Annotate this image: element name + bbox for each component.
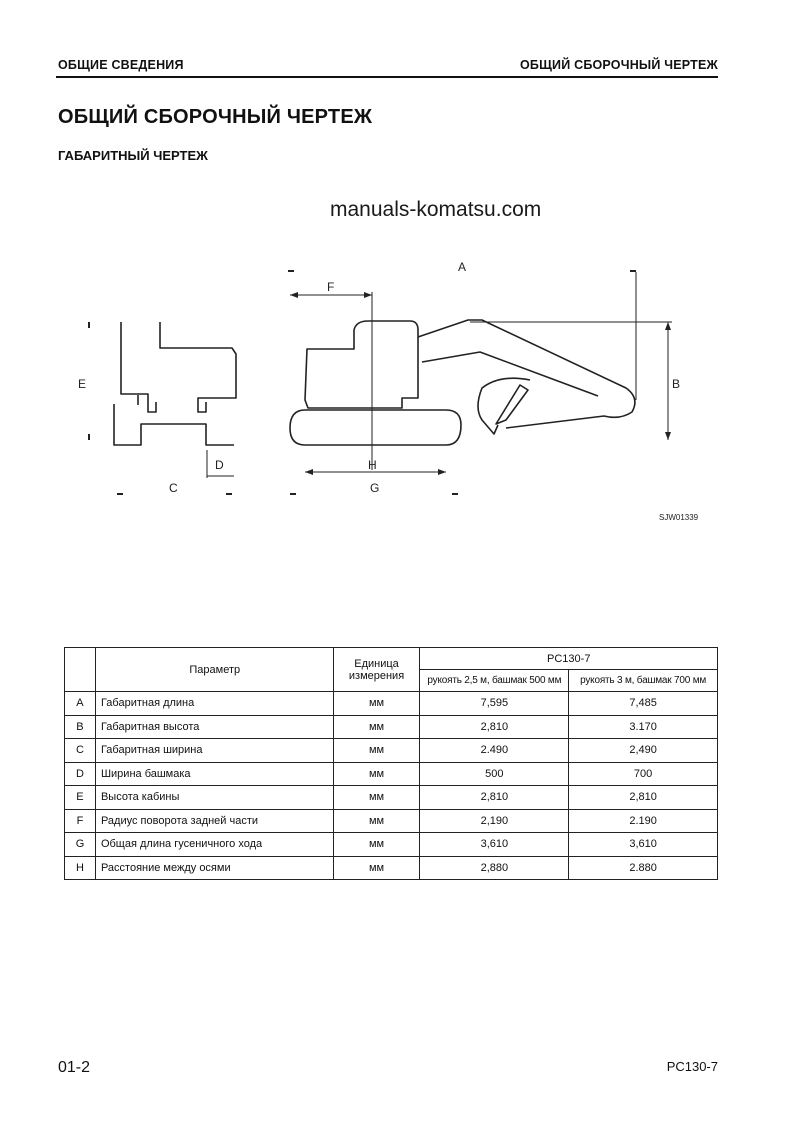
row-param: Общая длина гусеничного хода: [95, 833, 333, 857]
row-value-1: 2.490: [420, 739, 569, 763]
header-col1: рукоять 2,5 м, башмак 500 мм: [420, 670, 569, 692]
tick-mark: [452, 493, 458, 495]
arrowhead: [665, 322, 671, 330]
tick-mark: [226, 493, 232, 495]
row-value-1: 2,810: [420, 786, 569, 810]
watermark-text: manuals-komatsu.com: [330, 198, 542, 221]
row-param: Радиус поворота задней части: [95, 809, 333, 833]
row-param: Габаритная высота: [95, 715, 333, 739]
table-row: [65, 786, 718, 810]
front-view-outline: [114, 322, 236, 445]
row-param: Габаритная ширина: [95, 739, 333, 763]
dimension-drawing: [0, 0, 793, 560]
row-key: C: [65, 739, 96, 763]
row-unit: мм: [333, 715, 420, 739]
excavator-side-outline: [290, 320, 635, 445]
table-row: [65, 856, 718, 880]
table-row: [65, 739, 718, 763]
tick-mark: [290, 493, 296, 495]
dimensions-table: [64, 647, 718, 880]
row-value-2: 3,610: [569, 833, 718, 857]
row-key: F: [65, 809, 96, 833]
header-unit: Единица измерения: [333, 648, 420, 692]
row-unit: мм: [333, 762, 420, 786]
table-row: [65, 692, 718, 716]
table-row: [65, 833, 718, 857]
row-unit: мм: [333, 809, 420, 833]
arrowhead: [305, 469, 313, 475]
row-value-2: 2,810: [569, 786, 718, 810]
header-param: Параметр: [95, 648, 333, 692]
tick-mark: [630, 270, 636, 272]
row-value-2: 7,485: [569, 692, 718, 716]
row-key: H: [65, 856, 96, 880]
dim-label-E: E: [78, 377, 87, 391]
table-corner: [65, 648, 96, 692]
row-value-2: 2,490: [569, 739, 718, 763]
arrowhead: [438, 469, 446, 475]
page-title: ОБЩИЙ СБОРОЧНЫЙ ЧЕРТЕЖ: [58, 106, 373, 128]
row-param: Габаритная длина: [95, 692, 333, 716]
row-value-1: 3,610: [420, 833, 569, 857]
dim-label-H: H: [368, 458, 377, 472]
row-unit: мм: [333, 833, 420, 857]
row-unit: мм: [333, 692, 420, 716]
row-unit: мм: [333, 739, 420, 763]
row-value-1: 2,880: [420, 856, 569, 880]
row-key: E: [65, 786, 96, 810]
row-key: D: [65, 762, 96, 786]
row-key: A: [65, 692, 96, 716]
row-unit: мм: [333, 786, 420, 810]
table-row: [65, 809, 718, 833]
arrowhead: [665, 432, 671, 440]
table-row: [65, 762, 718, 786]
dim-label-F: F: [327, 280, 335, 294]
figure-code: SJW01339: [659, 513, 699, 522]
row-param: Высота кабины: [95, 786, 333, 810]
row-unit: мм: [333, 856, 420, 880]
header-model: PC130-7: [420, 648, 718, 670]
row-value-2: 2.880: [569, 856, 718, 880]
tick-mark: [288, 270, 294, 272]
arrowhead: [364, 292, 372, 298]
header-section: ОБЩИЕ СВЕДЕНИЯ: [58, 58, 184, 72]
tick-mark: [88, 322, 90, 328]
row-value-2: 700: [569, 762, 718, 786]
row-value-1: 2,810: [420, 715, 569, 739]
dim-label-A: A: [458, 260, 467, 274]
header-col2: рукоять 3 м, башмак 700 мм: [569, 670, 718, 692]
table-row: [65, 715, 718, 739]
row-value-1: 7,595: [420, 692, 569, 716]
header-topic: ОБЩИЙ СБОРОЧНЫЙ ЧЕРТЕЖ: [520, 58, 718, 72]
row-value-2: 3.170: [569, 715, 718, 739]
page-number: 01-2: [58, 1059, 91, 1076]
page-subtitle: ГАБАРИТНЫЙ ЧЕРТЕЖ: [58, 148, 208, 163]
dim-label-C: C: [169, 481, 178, 495]
row-value-2: 2.190: [569, 809, 718, 833]
footer-model: PC130-7: [666, 1059, 718, 1074]
tick-mark: [117, 493, 123, 495]
tick-mark: [88, 434, 90, 440]
dim-label-G: G: [370, 481, 380, 495]
row-value-1: 500: [420, 762, 569, 786]
row-key: G: [65, 833, 96, 857]
row-param: Расстояние между осями: [95, 856, 333, 880]
arrowhead: [290, 292, 298, 298]
dim-label-B: B: [672, 377, 681, 391]
row-value-1: 2,190: [420, 809, 569, 833]
row-key: B: [65, 715, 96, 739]
dim-label-D: D: [215, 458, 224, 472]
row-param: Ширина башмака: [95, 762, 333, 786]
